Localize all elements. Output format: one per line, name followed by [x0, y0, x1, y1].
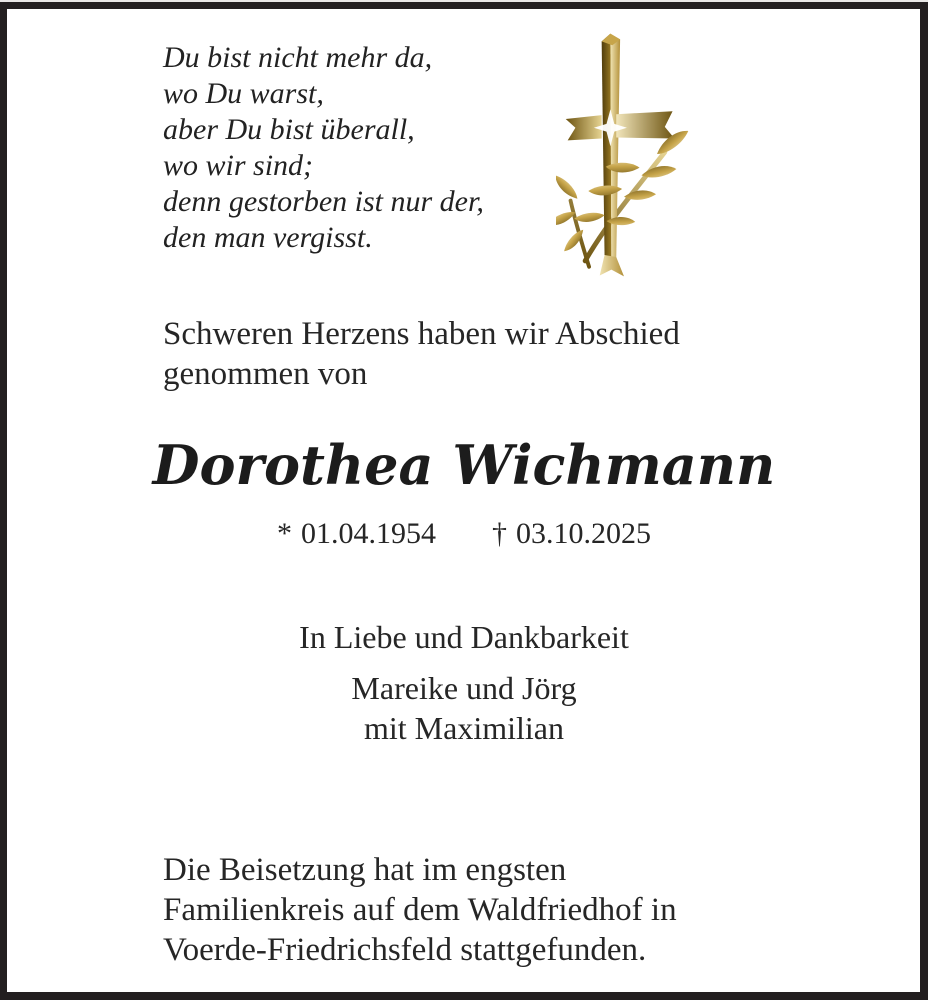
- closing-line: Voerde-Friedrichsfeld stattgefunden.: [163, 932, 647, 968]
- mourners-line: Mareike und Jörg: [351, 670, 577, 706]
- farewell-phrase: In Liebe und Dankbarkeit: [299, 619, 629, 655]
- farewell-intro-text: [163, 314, 680, 394]
- death-date: 03.10.2025: [516, 517, 651, 550]
- memorial-poem: [163, 40, 484, 256]
- poem-line: aber Du bist überall,: [163, 113, 415, 146]
- gold-cross-branch-icon: [556, 24, 692, 286]
- death-date-group: [492, 516, 651, 552]
- deceased-name: Dorothea Wichmann: [152, 433, 776, 497]
- life-dates: [0, 516, 928, 552]
- poem-line: wo wir sind;: [163, 149, 314, 182]
- scan-edge-line: [0, 0, 928, 2]
- birth-date: 01.04.1954: [301, 517, 436, 550]
- mourners-names: [0, 668, 928, 748]
- birth-date-group: [277, 516, 436, 552]
- mourners-line: mit Maximilian: [364, 710, 564, 746]
- intro-line: genommen von: [163, 356, 368, 392]
- intro-line: Schweren Herzens haben wir Abschied: [163, 316, 680, 352]
- poem-line: Du bist nicht mehr da,: [163, 41, 433, 74]
- dagger-icon: †: [492, 517, 507, 550]
- poem-line: wo Du warst,: [163, 77, 324, 110]
- burial-notice-text: [163, 850, 677, 970]
- poem-line: den man vergisst.: [163, 221, 373, 254]
- birth-star-symbol: *: [277, 517, 292, 550]
- closing-line: Die Beisetzung hat im engsten: [163, 852, 567, 888]
- poem-line: denn gestorben ist nur der,: [163, 185, 484, 218]
- closing-line: Familienkreis auf dem Waldfriedhof in: [163, 892, 677, 928]
